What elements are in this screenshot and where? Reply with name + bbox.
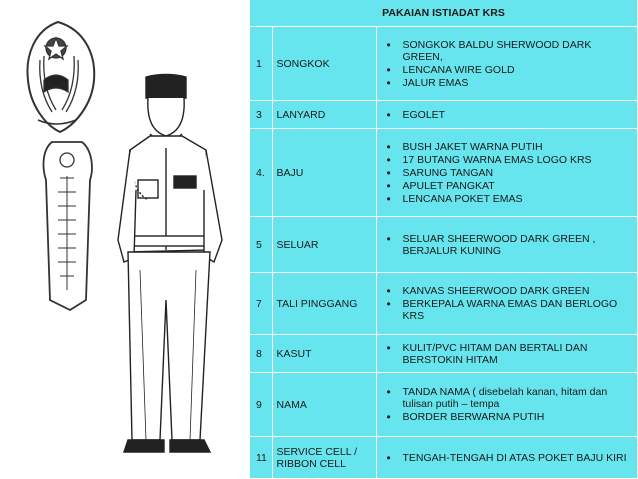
row-item: TALI PINGGANG <box>272 273 376 335</box>
description-list <box>381 39 634 89</box>
table-row <box>250 27 638 101</box>
description-item: • LENCANA POKET EMAS <box>403 193 634 205</box>
description-item: • BUSH JAKET WARNA PUTIH <box>403 141 634 153</box>
description-item: • TANDA NAMA ( disebelah kanan, hitam dan tulisan putih – tempa <box>403 386 634 410</box>
table-row <box>250 217 638 273</box>
row-item: LANYARD <box>272 101 376 129</box>
description-item: • LENCANA WIRE GOLD <box>403 64 634 76</box>
description-item: • SONGKOK BALDU SHERWOOD DARK GREEN, <box>403 39 634 63</box>
row-description <box>376 335 638 373</box>
description-list <box>381 342 634 366</box>
description-list <box>381 109 634 121</box>
table-title: PAKAIAN ISTIADAT KRS <box>250 0 638 27</box>
description-item: • KULIT/PVC HITAM DAN BERTALI DAN BERSTOKIN HITAM <box>403 342 634 366</box>
table-body <box>250 27 638 479</box>
table-row <box>250 437 638 479</box>
row-number: 9 <box>250 373 272 437</box>
row-item: SELUAR <box>272 217 376 273</box>
row-description <box>376 27 638 101</box>
uniform-details-table <box>250 0 638 479</box>
row-description <box>376 373 638 437</box>
row-description <box>376 217 638 273</box>
description-item: • SARUNG TANGAN <box>403 167 634 179</box>
row-description <box>376 273 638 335</box>
row-item: SERVICE CELL / RIBBON CELL <box>272 437 376 479</box>
row-item: KASUT <box>272 335 376 373</box>
row-number: 8 <box>250 335 272 373</box>
row-item: BAJU <box>272 129 376 217</box>
description-item: • JALUR EMAS <box>403 77 634 89</box>
description-item: • EGOLET <box>403 109 634 121</box>
description-item: • BERKEPALA WARNA EMAS DAN BERLOGO KRS <box>403 298 634 322</box>
description-list <box>381 233 634 257</box>
description-item: • BORDER BERWARNA PUTIH <box>403 411 634 423</box>
row-description <box>376 437 638 479</box>
uniform-illustration <box>0 0 250 479</box>
row-description <box>376 129 638 217</box>
description-item: • KANVAS SHEERWOOD DARK GREEN <box>403 285 634 297</box>
row-item: NAMA <box>272 373 376 437</box>
uniformed-officer-figure <box>118 75 222 453</box>
table-header-row <box>250 0 638 27</box>
table-row <box>250 273 638 335</box>
description-list <box>381 386 634 423</box>
table-row <box>250 129 638 217</box>
row-item: SONGKOK <box>272 27 376 101</box>
row-number: 1 <box>250 27 272 101</box>
description-item: • APULET PANGKAT <box>403 180 634 192</box>
description-list <box>381 285 634 322</box>
table-row <box>250 335 638 373</box>
row-description <box>376 101 638 129</box>
table-row <box>250 373 638 437</box>
table-row <box>250 101 638 129</box>
krs-crest-icon <box>27 22 94 132</box>
row-number: 7 <box>250 273 272 335</box>
row-number: 11 <box>250 437 272 479</box>
row-number: 3 <box>250 101 272 129</box>
description-list <box>381 141 634 205</box>
description-item: • 17 BUTANG WARNA EMAS LOGO KRS <box>403 154 634 166</box>
description-item: • TENGAH-TENGAH DI ATAS POKET BAJU KIRI <box>403 452 634 464</box>
description-item: • SELUAR SHEERWOOD DARK GREEN , BERJALUR KUNING <box>403 233 634 257</box>
epaulette-icon <box>44 142 92 310</box>
description-list <box>381 452 634 464</box>
row-number: 5 <box>250 217 272 273</box>
row-number: 4. <box>250 129 272 217</box>
